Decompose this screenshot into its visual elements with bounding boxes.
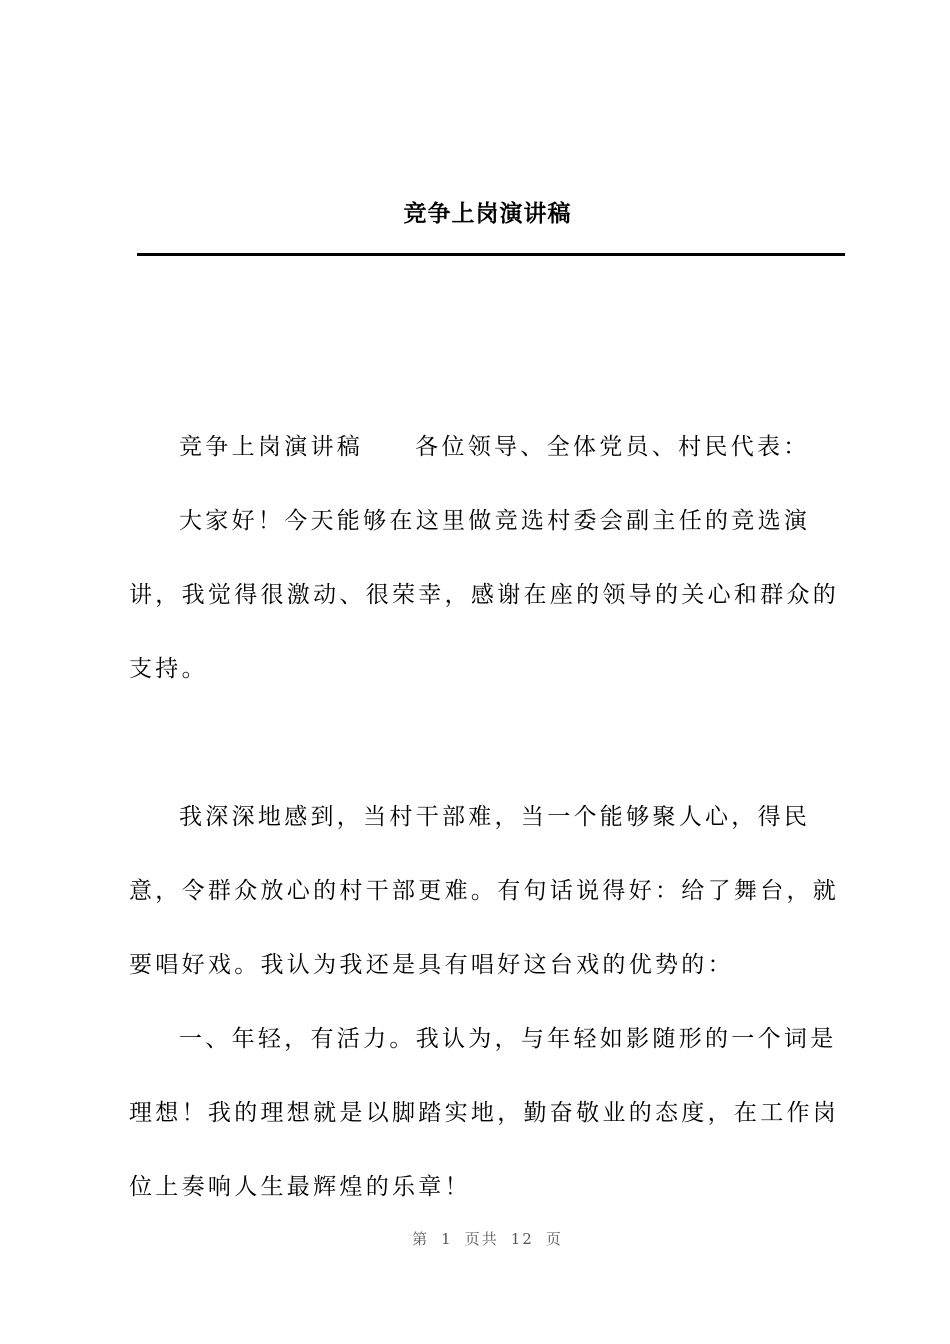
title-underline [137, 253, 845, 256]
body-paragraph-1: 大家好！今天能够在这里做竞选村委会副主任的竞选演讲，我觉得很激动、很荣幸，感谢在座的领导的关心和群众的支持。 [129, 508, 840, 682]
intro-paragraph [129, 410, 845, 484]
footer-page-number: 1 [441, 1230, 453, 1248]
footer-middle: 页共 [464, 1230, 499, 1248]
paragraph-spacer [129, 706, 845, 780]
footer-suffix: 页 [545, 1230, 563, 1248]
salutation: 各位领导、全体党员、村民代表： [415, 434, 810, 460]
body-paragraph-3: 一、年轻，有活力。我认为，与年轻如影随形的一个词是理想！我的理想就是以脚踏实地，勤奋敬业的态度，在工作岗位上奏响人生最辉煌的乐章！ [129, 1026, 840, 1200]
document-body [129, 410, 845, 1224]
footer-total-pages: 12 [510, 1230, 534, 1248]
document-title: 竞争上岗演讲稿 [403, 201, 572, 227]
body-paragraph-2: 我深深地感到，当村干部难，当一个能够聚人心，得民意，令群众放心的村干部更难。有句话说得好：给了舞台，就要唱好戏。我认为我还是具有唱好这台戏的优势的： [129, 804, 840, 978]
footer-prefix: 第 [412, 1230, 430, 1248]
intro-title: 竞争上岗演讲稿 [179, 434, 364, 460]
page-footer [0, 1228, 950, 1249]
